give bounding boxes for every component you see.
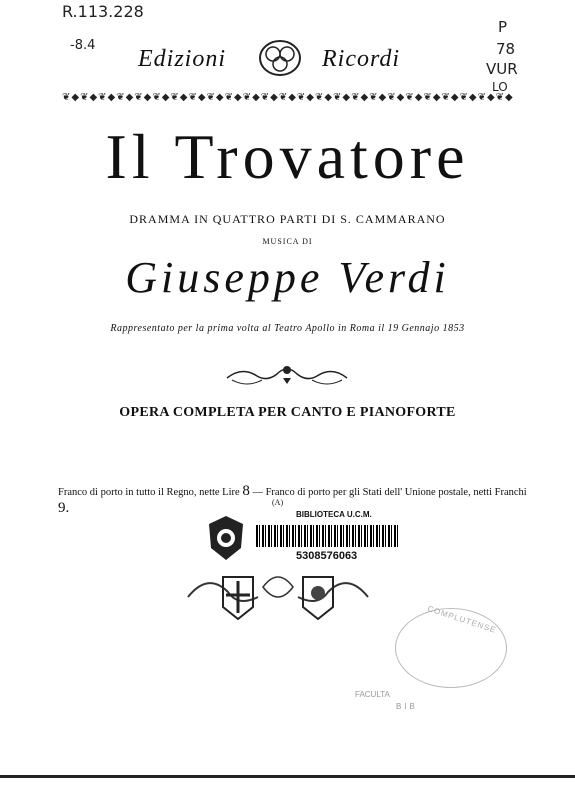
library-label: BIBLIOTECA U.C.M. xyxy=(296,510,372,519)
price-amount-2: 9. xyxy=(58,500,70,516)
handwritten-note-right-3: VUR xyxy=(486,60,518,78)
library-seal-icon xyxy=(205,514,247,562)
composer-name: Giuseppe Verdi xyxy=(125,253,450,302)
subtitle: DRAMMA IN QUATTRO PARTI DI S. CAMMARANO xyxy=(129,212,446,226)
handwritten-note-left: -8.4 xyxy=(70,38,96,53)
price-part-2: Franco di porto per gli Stati dell' Unione postale, netti Franchi xyxy=(265,487,527,498)
publisher-edizioni: Edizioni xyxy=(138,46,227,72)
stamp-seal-text: COMPLUTENSE xyxy=(426,604,498,635)
barcode-number: 5308576063 xyxy=(296,550,358,562)
price-amount-1: 8 xyxy=(242,483,250,499)
handwritten-note-right-2: 78 xyxy=(496,40,516,58)
musica-di-label: MUSICA DI xyxy=(262,237,313,246)
price-part-1: Franco di porto in tutto il Regno, nette Lire xyxy=(58,487,240,498)
handwritten-note-right-1: P xyxy=(498,18,508,36)
page-title: Il Trovatore xyxy=(105,121,470,192)
performance-note: Rappresentato per la prima volta al Teatro Apollo in Roma il 19 Gennajo 1853 xyxy=(110,323,465,334)
bottom-border xyxy=(0,775,575,778)
vignette-ornament-icon xyxy=(222,360,352,390)
price-dash: — xyxy=(252,487,263,498)
coat-of-arms-icon xyxy=(178,567,378,622)
library-stamp xyxy=(395,604,507,688)
publisher-ricordi: Ricordi xyxy=(322,46,401,72)
stamp-faculty-text: FACULTA xyxy=(355,690,390,699)
shelfmark-handwritten: R.113.228 xyxy=(62,2,144,21)
barcode xyxy=(256,525,398,547)
opera-description: OPERA COMPLETA PER CANTO E PIANOFORTE xyxy=(119,405,456,420)
ricordi-emblem-icon xyxy=(257,38,303,78)
price-mark: (A) xyxy=(272,498,284,507)
handwritten-note-right-4: LO xyxy=(492,80,508,94)
price-line xyxy=(58,483,528,517)
ornament-border-top: ❦◆❦◆❦◆❦◆❦◆❦◆❦◆❦◆❦◆❦◆❦◆❦◆❦◆❦◆❦◆❦◆❦◆❦◆❦◆❦◆❦◆❦◆❦◆❦◆❦◆ xyxy=(62,92,514,103)
stamp-bib-text: BIB xyxy=(396,702,418,711)
